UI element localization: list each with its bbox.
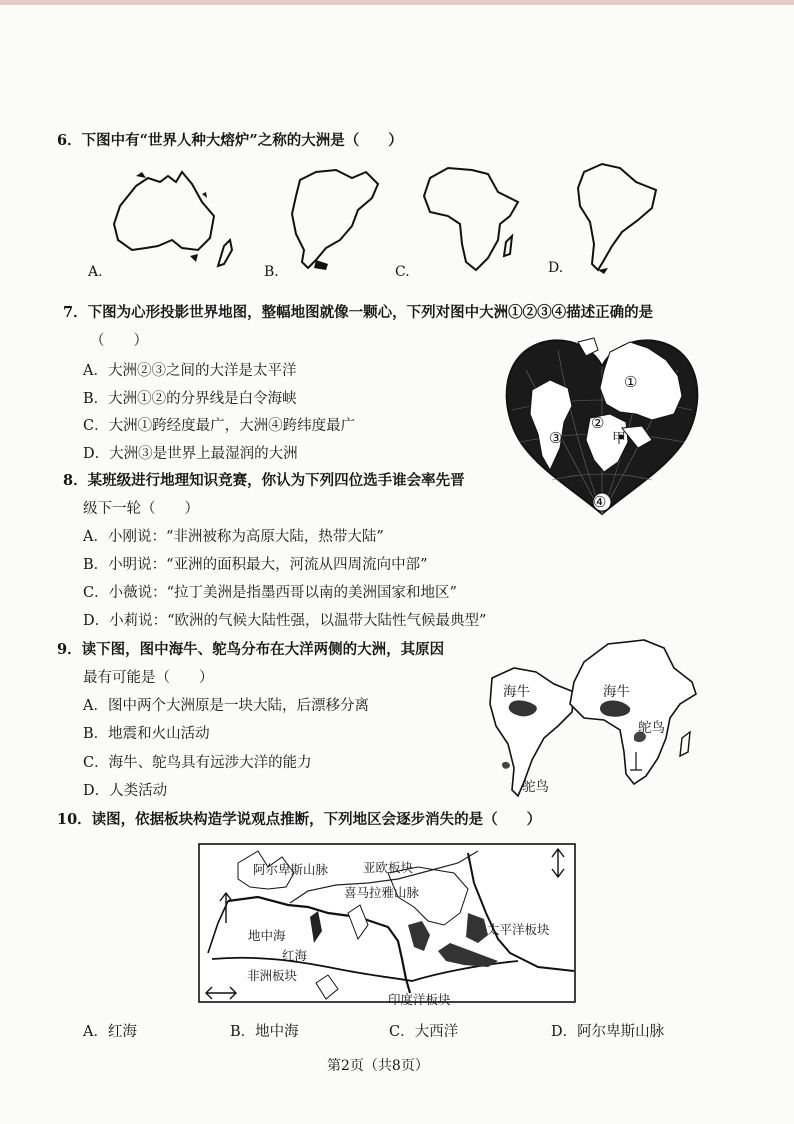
q10-label-mediterranean: 地中海: [248, 928, 286, 943]
q6-label-d: D.: [548, 260, 564, 276]
q9-label-ostrich-right: 鸵鸟: [638, 720, 665, 736]
q7-label-3: ③: [549, 429, 563, 447]
q7-option-d: D．大洲③是世界上最湿润的大洲: [83, 446, 298, 462]
q7-stem: 7．下图为心形投影世界地图，整幅地图就像一颗心，下列对图中大洲①②③④描述正确的是: [63, 304, 654, 321]
q9-stem-line2: 最有可能是（ ）: [83, 670, 214, 686]
q8-option-c: C．小薇说：“拉丁美洲是指墨西哥以南的美洲国家和地区”: [83, 585, 457, 601]
q6-label-b: B.: [264, 264, 279, 280]
q7-label-jia: 甲: [612, 431, 626, 447]
q9-continents-map: [484, 634, 706, 804]
q7-option-c: C．大洲①跨经度最广，大洲④跨纬度最广: [83, 418, 356, 434]
q9-stem: 9．读下图，图中海牛、鸵鸟分布在大洋两侧的大洲，其原因: [57, 641, 445, 658]
q9-label-manatee-left: 海牛: [503, 684, 530, 700]
q10-option-a: A．红海: [83, 1024, 137, 1040]
q6-map-south-america: [572, 160, 672, 276]
q10-option-d: D．阿尔卑斯山脉: [551, 1024, 665, 1040]
q10-option-c: C．大西洋: [389, 1024, 459, 1040]
q6-label-a: A.: [88, 264, 103, 280]
q10-option-b: B．地中海: [230, 1024, 299, 1040]
q7-label-2: ②: [591, 414, 605, 432]
q6-stem: 6．下图中有“世界人种大熔炉”之称的大洲是（ ）: [57, 132, 403, 149]
q9-option-d: D．人类活动: [83, 783, 168, 799]
q9-option-b: B．地震和火山活动: [83, 726, 210, 742]
q6-map-north-america: [286, 164, 386, 276]
q7-option-a: A．大洲②③之间的大洋是太平洋: [83, 363, 297, 379]
page-footer: 第2页（共8页）: [327, 1058, 429, 1074]
q10-label-pacific-plate: 太平洋板块: [487, 922, 550, 937]
q7-label-1: ①: [624, 373, 638, 391]
q10-stem: 10．读图，依据板块构造学说观点推断，下列地区会逐步消失的是（ ）: [57, 811, 542, 828]
q10-label-african-plate: 非洲板块: [247, 968, 298, 983]
q9-option-a: A．图中两个大洲原是一块大陆，后漂移分离: [83, 698, 369, 714]
q8-option-a: A．小刚说：“非洲被称为高原大陆，热带大陆”: [83, 529, 384, 545]
q6-map-australia: [106, 168, 246, 276]
q8-option-b: B．小明说：“亚洲的面积最大，河流从四周流向中部”: [83, 557, 428, 573]
q9-label-manatee-right: 海牛: [603, 684, 630, 700]
q10-label-indian-plate: 印度洋板块: [388, 992, 451, 1007]
q10-label-red-sea: 红海: [282, 948, 308, 963]
q10-label-himalayas: 喜马拉雅山脉: [344, 885, 420, 900]
q9-label-ostrich-left: 鸵鸟: [522, 779, 549, 795]
q7-option-b: B．大洲①②的分界线是白令海峡: [83, 391, 297, 407]
q10-label-eurasian-plate: 亚欧板块: [363, 860, 414, 875]
q9-option-c: C．海牛、鸵鸟具有远涉大洋的能力: [83, 755, 312, 771]
q7-label-4: ④: [593, 493, 607, 511]
q6-label-c: C.: [395, 264, 410, 280]
q10-label-alps: 阿尔卑斯山脉: [253, 862, 329, 877]
q7-paren: （ ）: [90, 333, 148, 349]
q6-map-africa: [418, 162, 530, 274]
q8-stem-line2: 级下一轮（ ）: [83, 501, 199, 517]
q8-option-d: D．小莉说：“欧洲的气候大陆性强，以温带大陆性气候最典型”: [83, 613, 487, 629]
q8-stem: 8．某班级进行地理知识竞赛，你认为下列四位选手谁会率先晋: [63, 472, 465, 489]
top-edge-strip: [0, 0, 794, 5]
